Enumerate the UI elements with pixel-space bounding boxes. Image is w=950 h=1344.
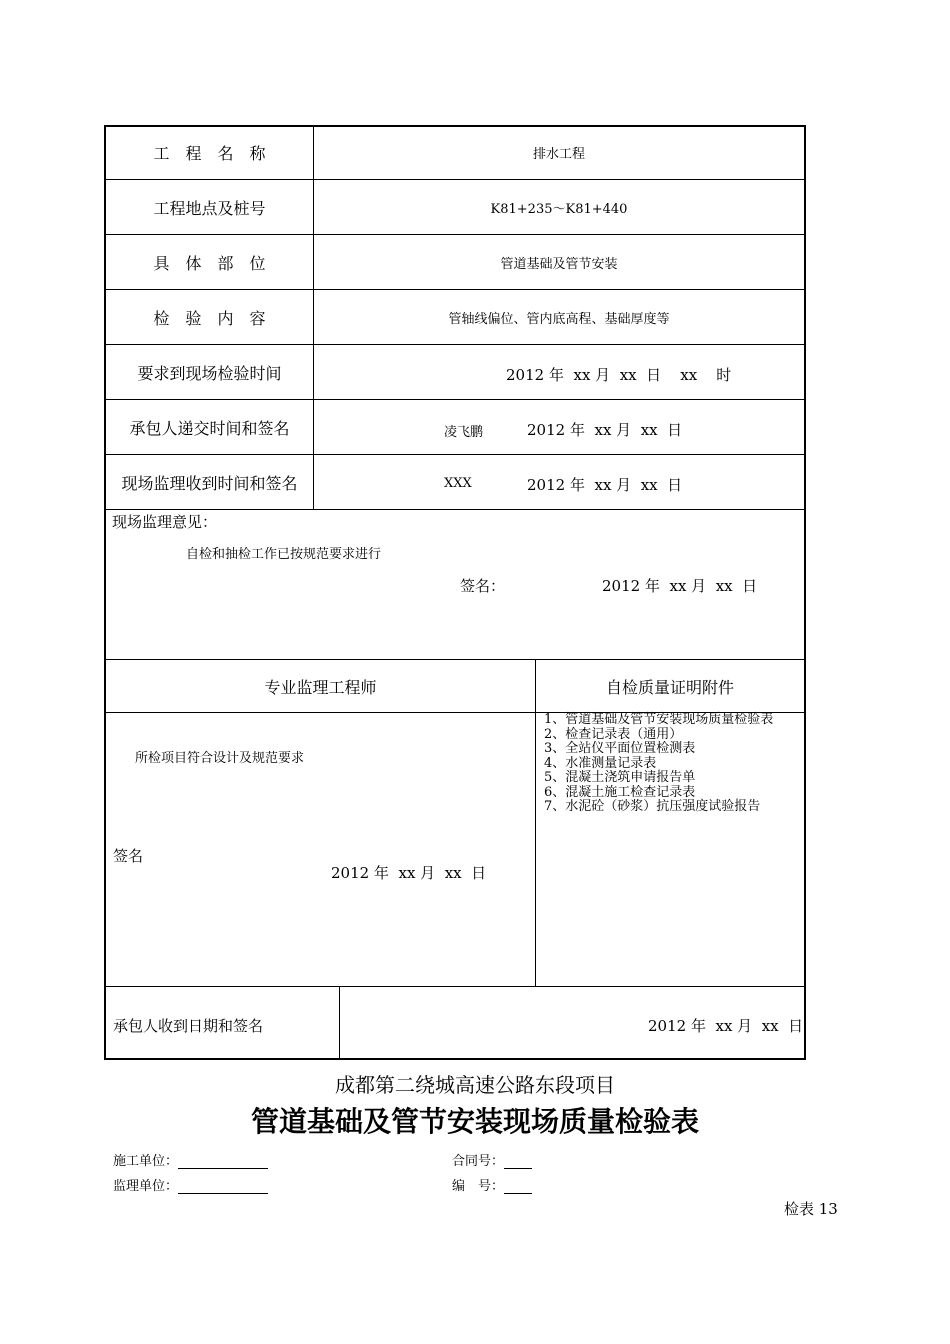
project-name-value: 排水工程	[532, 147, 585, 162]
contract-no-label: 合同号：	[452, 1154, 505, 1169]
contract-no-blank	[504, 1154, 532, 1169]
location-value: K81+235～K81+440	[490, 201, 628, 217]
supervision-unit-label: 监理单位：	[113, 1179, 179, 1194]
content-label: 检 验 内 容	[153, 308, 266, 328]
project-name-heading: 成都第二绕城高速公路东段项目	[335, 1073, 615, 1097]
attachment-item: 6、混凝土施工检查记录表	[544, 784, 696, 800]
contract-no-field	[452, 1150, 532, 1169]
row-divider	[104, 986, 806, 987]
supervision-unit-blank	[178, 1179, 268, 1194]
attachment-item: 4、水准测量记录表	[544, 755, 657, 771]
part-label: 具 体 部 位	[153, 253, 266, 273]
opinion-text: 自检和抽检工作已按规范要求进行	[186, 547, 382, 562]
construction-unit-label: 施工单位：	[113, 1154, 179, 1169]
attachment-item: 3、全站仪平面位置检测表	[544, 741, 696, 756]
column-divider	[339, 986, 340, 1060]
serial-no-blank	[504, 1179, 532, 1194]
form-number: 检表 13	[784, 1200, 838, 1218]
construction-unit-field	[113, 1150, 268, 1169]
inspection-time-label: 要求到现场检验时间	[137, 363, 282, 383]
serial-no-label: 编 号：	[452, 1179, 505, 1194]
opinion-title: 现场监理意见：	[112, 513, 218, 531]
part-value: 管道基础及管节安装	[500, 256, 618, 272]
attachment-item: 1、管道基础及管节安装现场质量检验表	[544, 712, 774, 727]
contractor-signature: 凌飞鹏	[444, 425, 484, 440]
opinion-date: 2012 年 xx 月 xx 日	[602, 577, 758, 595]
attachment-item: 2、检查记录表（通用）	[544, 726, 683, 742]
form-title: 管道基础及管节安装现场质量检验表	[250, 1105, 699, 1138]
project-name-label: 工 程 名 称	[153, 144, 266, 163]
opinion-sign-label: 签名：	[460, 577, 506, 595]
supervisor-receive-date: 2012 年 xx 月 xx 日	[527, 476, 683, 494]
location-label: 工程地点及桩号	[153, 198, 266, 218]
row-divider	[104, 509, 806, 510]
engineer-header: 专业监理工程师	[264, 677, 377, 697]
engineer-opinion-text: 所检项目符合设计及规范要求	[135, 751, 305, 766]
engineer-sign-label: 签名	[113, 847, 144, 865]
engineer-date: 2012 年 xx 月 xx 日	[331, 864, 487, 882]
supervisor-receive-label: 现场监理收到时间和签名	[121, 473, 298, 493]
inspection-time-value: 2012 年 xx 月 xx 日 xx 时	[506, 366, 732, 384]
attachment-item: 7、水泥砼（砂浆）抗压强度试验报告	[544, 799, 761, 814]
receipt-label: 承包人收到日期和签名	[113, 1017, 264, 1035]
content-value: 管轴线偏位、管内底高程、基础厚度等	[448, 311, 670, 327]
construction-unit-blank	[178, 1154, 268, 1169]
serial-no-field	[452, 1175, 532, 1194]
contractor-submit-label: 承包人递交时间和签名	[129, 418, 290, 438]
attachments-header: 自检质量证明附件	[605, 677, 734, 697]
attachments-list	[544, 713, 773, 815]
supervision-unit-field	[113, 1175, 268, 1194]
attachment-item: 5、混凝土浇筑申请报告单	[544, 770, 696, 785]
supervisor-signature: XXX	[444, 476, 472, 491]
contractor-submit-date: 2012 年 xx 月 xx 日	[527, 421, 683, 439]
receipt-date: 2012 年 xx 月 xx 日	[648, 1017, 804, 1035]
